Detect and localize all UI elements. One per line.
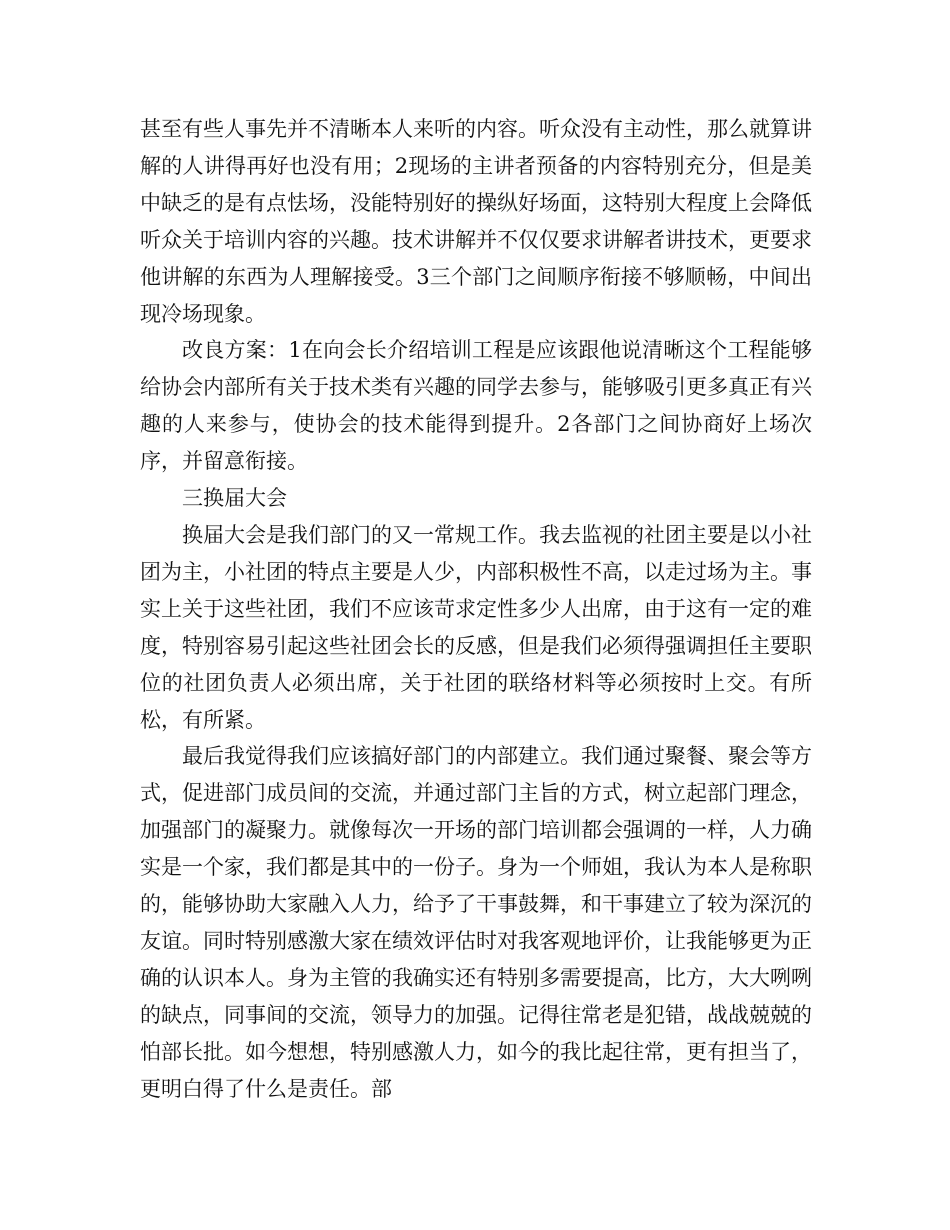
- paragraph-improvement-plan: 改良方案：1在向会长介绍培训工程是应该跟他说清晰这个工程能够给协会内部所有关于技术类有兴趣的同学去参与，能够吸引更多真正有兴趣的人来参与，使协会的技术能得到提升。2各部门之间协商好上场次序，并留意衔接。: [140, 338, 812, 474]
- document-body: [140, 111, 812, 1107]
- section-heading-transition-meeting: 三换届大会: [182, 486, 287, 511]
- paragraph-continuation: 甚至有些人事先并不清晰本人来听的内容。听众没有主动性，那么就算讲解的人讲得再好也没有用；2现场的主讲者预备的内容特别充分，但是美中缺乏的是有点怯场，没能特别好的操纵好场面，这特别大程度上会降低听众关于培训内容的兴趣。技术讲解并不仅仅要求讲解者讲技术，更要求他讲解的东西为人理解接受。3三个部门之间顺序衔接不够顺畅，中间出现冷场现象。: [140, 117, 812, 326]
- paragraph-transition-meeting: 换届大会是我们部门的又一常规工作。我去监视的社团主要是以小社团为主，小社团的特点主要是人少，内部积极性不高，以走过场为主。事实上关于这些社团，我们不应该苛求定性多少人出席，由于这有一定的难度，特别容易引起这些社团会长的反感，但是我们必须得强调担任主要职位的社团负责人必须出席，关于社团的联络材料等必须按时上交。有所松，有所紧。: [140, 522, 812, 732]
- paragraph-department-building: 最后我觉得我们应该搞好部门的内部建立。我们通过聚餐、聚会等方式，促进部门成员间的交流，并通过部门主旨的方式，树立起部门理念，加强部门的凝聚力。就像每次一开场的部门培训都会强调的一样，人力确实是一个家，我们都是其中的一份子。身为一个师姐，我认为本人是称职的，能够协助大家融入人力，给予了干事鼓舞，和干事建立了较为深沉的友谊。同时特别感激大家在绩效评估时对我客观地评价，让我能够更为正确的认识本人。身为主管的我确实还有特别多需要提高，比方，大大咧咧的缺点，同事间的交流，领导力的加强。记得往常老是犯错，战战兢兢的怕部长批。如今想想，特别感激人力，如今的我比起往常，更有担当了，更明白得了什么是责任。部: [140, 744, 812, 1101]
